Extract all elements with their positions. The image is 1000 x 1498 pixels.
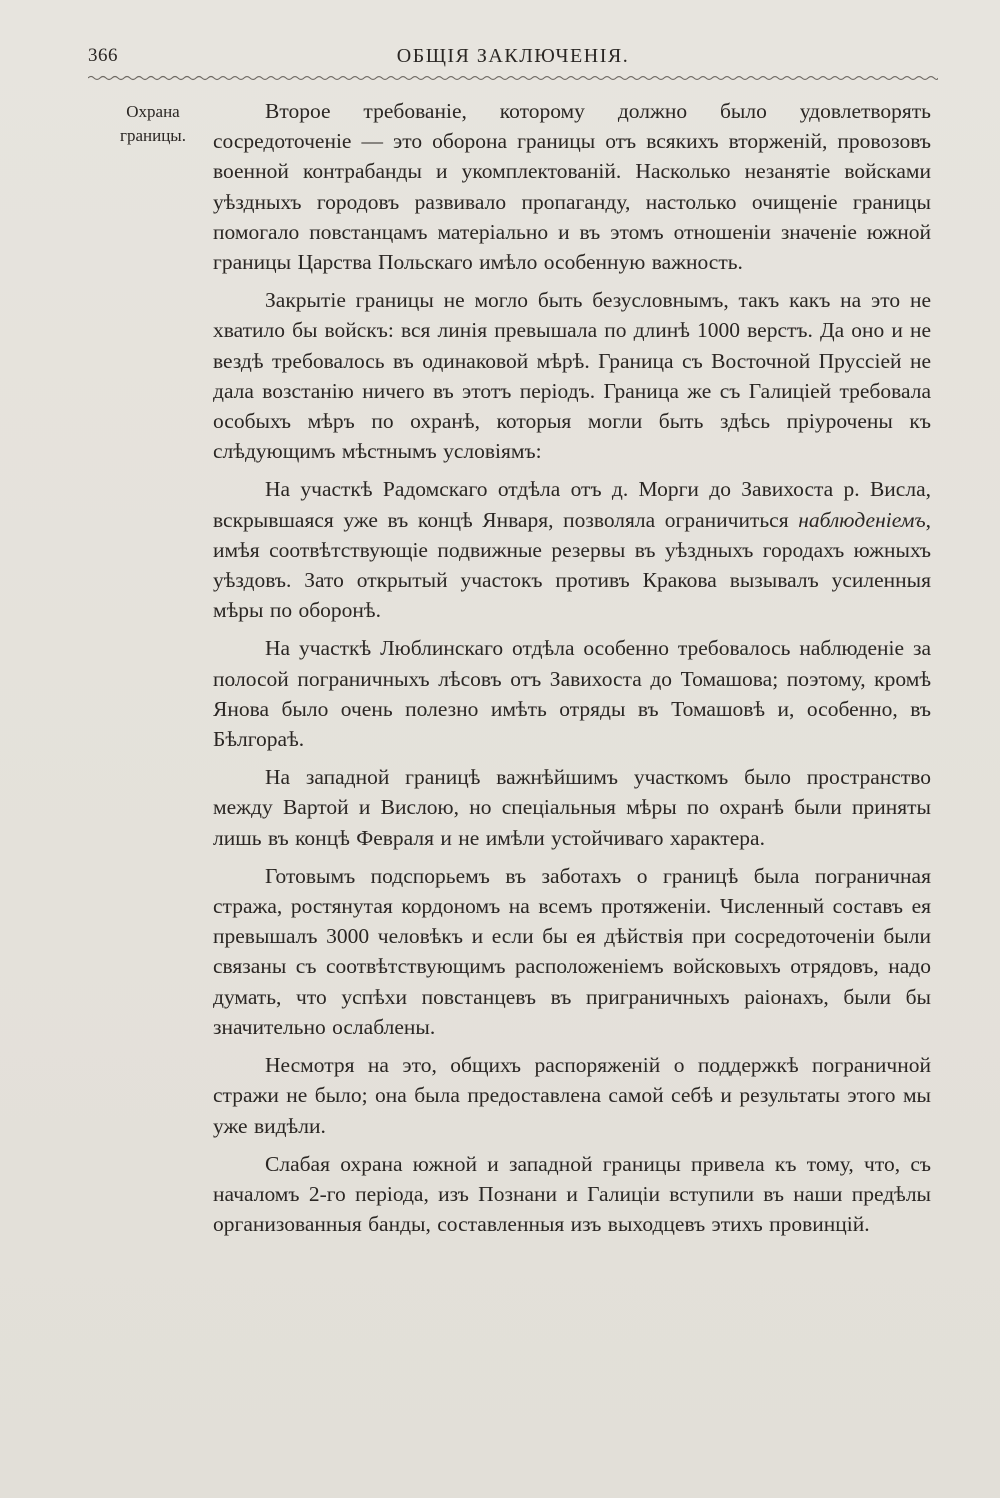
margin-note-line-1: Охрана [126, 102, 180, 121]
header-wavy-rule [88, 74, 938, 82]
paragraph-3-italic: наблюденіемъ [798, 507, 926, 532]
paragraph-1: Второе требованіе, которому должно было удовлетворять сосредоточеніе — это оборона границы отъ всякихъ вторженій, провозовъ военной контрабанды и укомплектованій. Насколько незанятіе войсками уѣздныхъ городовъ развивало пропаганду, настолько очищеніе границы помогало повстанцамъ матеріально и въ этомъ отношеніи значеніе южной границы Царства Польскаго имѣло особенную важность. [213, 99, 931, 275]
paragraph-5: На западной границѣ важнѣйшимъ участкомъ было пространство между Вартой и Вислою, но спеціальныя мѣры по охранѣ были приняты лишь въ концѣ Февраля и не имѣли устойчиваго характера. [213, 765, 931, 850]
paragraph-3-part-1: На участкѣ Радомскаго отдѣла отъ д. Морги до Завихоста р. Висла, вскрывшаяся уже въ концѣ Января, позволяла ограничиться [213, 477, 931, 532]
margin-note-line-2: границы. [120, 126, 186, 145]
paragraph-2: Закрытіе границы не могло быть безусловнымъ, такъ какъ на это не хватило бы войскъ: вся линія превышала по длинѣ 1000 верстъ. Да оно и не вездѣ требовалось въ одинаковой мѣрѣ. Граница съ Восточной Пруссіей не дала возстанію ничего въ этотъ періодъ. Граница же съ Галиціей требовала особыхъ мѣръ по охранѣ, которыя могли быть здѣсь пріурочены къ слѣдующимъ мѣстнымъ условіямъ: [213, 288, 931, 464]
paragraph-6: Готовымъ подспорьемъ въ заботахъ о границѣ была пограничная стража, ростянутая кордономъ на всемъ протяженіи. Численный составъ ея превышалъ 3000 человѣкъ и если бы ея дѣйствія при сосредоточеніи были связаны съ соотвѣтствующимъ расположеніемъ войсковыхъ отрядовъ, надо думать, что успѣхи повстанцевъ въ приграничныхъ раіонахъ, были бы значительно ослаблены. [213, 863, 931, 1039]
page-number: 366 [88, 45, 118, 66]
paragraph-4: На участкѣ Люблинскаго отдѣла особенно требовалось наблюденіе за полосой пограничныхъ лѣсовъ отъ Завихоста до Томашова; поэтому, кромѣ Янова было очень полезно имѣть отряды въ Томашовѣ и, особенно, въ Бѣлгораѣ. [213, 636, 931, 752]
paragraph-3 [213, 474, 931, 625]
body-text [213, 96, 931, 1247]
page-header [88, 40, 938, 80]
running-title: ОБЩІЯ ЗАКЛЮЧЕНІЯ. [396, 45, 630, 67]
paragraph-3-part-2: , имѣя соотвѣтствующіе подвижные резервы въ уѣздныхъ городахъ южныхъ уѣздовъ. Зато открытый участокъ противъ Кракова вызывалъ усиленныя мѣры по оборонѣ. [213, 507, 931, 623]
paragraph-8: Слабая охрана южной и западной границы привела къ тому, что, съ началомъ 2-го періода, изъ Познани и Галиціи вступили въ наши предѣлы организованныя банды, составленныя изъ выходцевъ этихъ провинцій. [213, 1151, 931, 1237]
paragraph-7: Несмотря на это, общихъ распоряженій о поддержкѣ пограничной стражи не было; она была предоставлена самой себѣ и результаты этого мы уже видѣли. [213, 1053, 931, 1138]
margin-note [108, 100, 198, 148]
